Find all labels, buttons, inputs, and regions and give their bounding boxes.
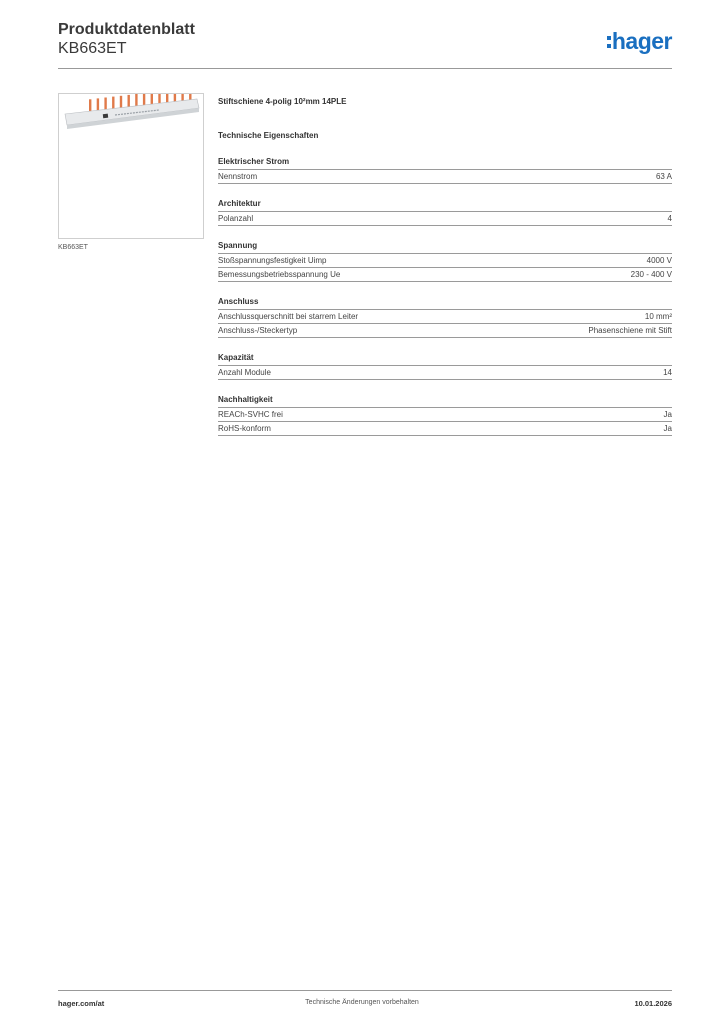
property-label: Anschluss-/Steckertyp [218, 326, 298, 335]
image-caption: KB663ET [58, 244, 88, 251]
product-details [218, 96, 672, 436]
property-value: 230 - 400 V [630, 270, 672, 279]
property-row [218, 170, 672, 184]
section-connection [218, 296, 672, 338]
busbar-illustration-icon [59, 94, 203, 238]
logo-text: hager [611, 28, 672, 54]
property-label: REACh-SVHC frei [218, 410, 283, 419]
busbar-pin-icon [151, 94, 153, 105]
property-row [218, 324, 672, 338]
section-capacity [218, 352, 672, 380]
footer-website: hager.com/at [58, 999, 105, 1008]
property-value: Phasenschiene mit Stift [588, 326, 672, 335]
product-code: KB663ET [58, 40, 127, 57]
property-row [218, 268, 672, 282]
footer-disclaimer: Technische Änderungen vorbehalten [305, 999, 419, 1006]
property-label: Anzahl Module [218, 368, 271, 377]
busbar-pin-icon [89, 99, 91, 112]
property-row [218, 408, 672, 422]
busbar-pin-icon [143, 94, 145, 106]
property-value: 14 [663, 368, 672, 377]
section-title: Nachhaltigkeit [218, 394, 672, 408]
property-label: RoHS-konform [218, 424, 271, 433]
property-label: Polanzahl [218, 214, 254, 223]
property-label: Bemessungsbetriebsspannung Ue [218, 270, 341, 279]
property-value: Ja [663, 424, 672, 433]
busbar-pin-icon [135, 94, 137, 107]
property-row [218, 422, 672, 436]
section-sustainability [218, 394, 672, 436]
section-title: Elektrischer Strom [218, 156, 672, 170]
busbar-pin-icon [158, 94, 160, 104]
busbar-pin-icon [128, 95, 130, 108]
property-label: Stoßspannungsfestigkeit Uimp [218, 256, 327, 265]
property-row [218, 212, 672, 226]
section-voltage [218, 240, 672, 282]
hager-logo [607, 28, 672, 55]
page-title: Produktdatenblatt [58, 21, 195, 38]
footer-divider [58, 990, 672, 991]
property-value: 63 A [655, 172, 672, 181]
property-label: Nennstrom [218, 172, 258, 181]
busbar-pin-icon [112, 97, 114, 110]
busbar-pin-icon [120, 96, 122, 109]
page-header [58, 20, 672, 68]
product-image [58, 93, 204, 239]
section-electrical-current [218, 156, 672, 184]
section-title: Anschluss [218, 296, 672, 310]
property-label: Anschlussquerschnitt bei starrem Leiter [218, 312, 359, 321]
property-row [218, 366, 672, 380]
property-row [218, 310, 672, 324]
property-value: 10 mm² [644, 312, 672, 321]
header-divider [58, 68, 672, 69]
property-value: 4 [667, 214, 672, 223]
busbar-pin-icon [104, 98, 106, 111]
technical-properties-heading: Technische Eigenschaften [218, 131, 319, 140]
product-name: Stiftschiene 4-polig 10²mm 14PLE [218, 97, 347, 106]
section-architecture [218, 198, 672, 226]
section-title: Spannung [218, 240, 672, 254]
section-title: Kapazität [218, 352, 672, 366]
property-value: Ja [663, 410, 672, 419]
logo-dots-icon [607, 36, 611, 48]
section-title: Architektur [218, 198, 672, 212]
property-row [218, 254, 672, 268]
busbar-pin-icon [97, 98, 99, 111]
footer-date: 10.01.2026 [634, 999, 672, 1008]
property-value: 4000 V [646, 256, 672, 265]
